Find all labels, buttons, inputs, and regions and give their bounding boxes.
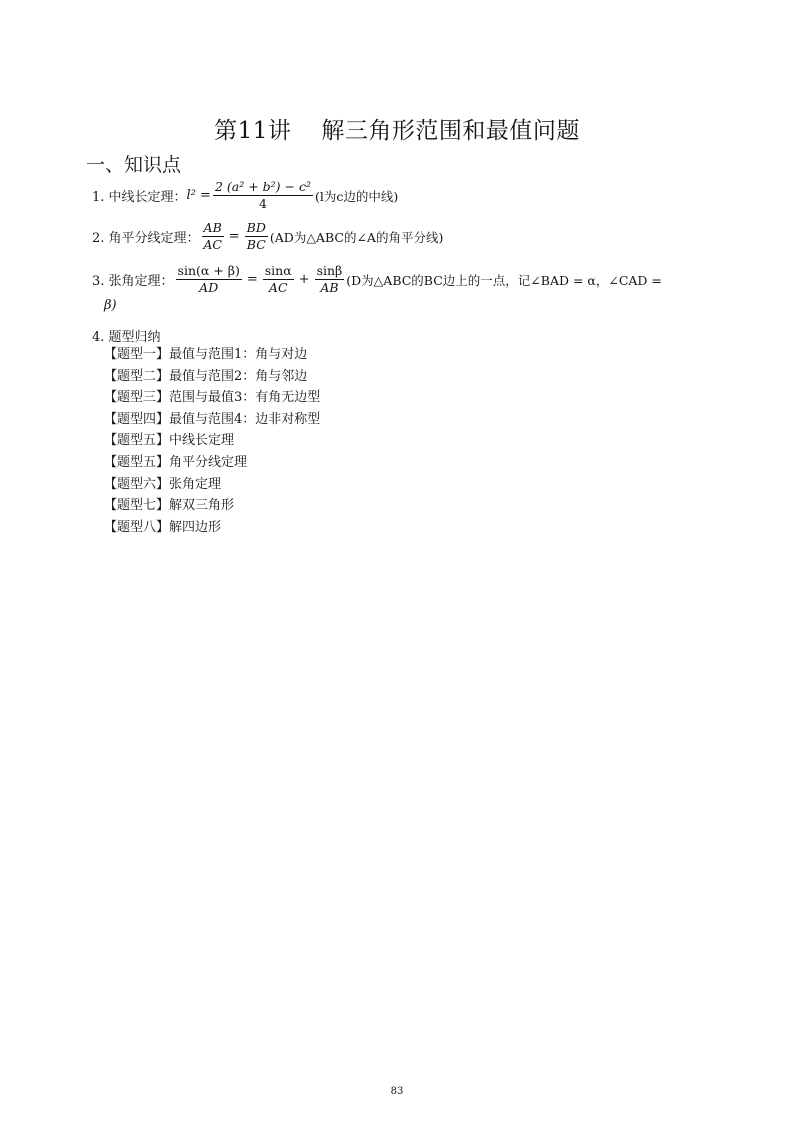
fraction-denominator: 4 (258, 196, 267, 211)
list-item: 【题型一】最值与范围1：角与对边 (104, 347, 308, 362)
list-item: 【题型六】张角定理 (104, 476, 222, 492)
fraction-denominator: AD (199, 280, 219, 295)
list-item: 【题型二】最值与范围2：角与邻边 (104, 368, 308, 384)
fraction-denominator: AC (268, 280, 288, 295)
sin-sum-fraction (176, 264, 242, 295)
knowledge-item-types: 4. 题型归纳 (92, 330, 161, 345)
bd-bc-fraction (245, 221, 268, 252)
page-number: 83 (390, 1086, 404, 1097)
fraction-numerator: sin(α + β) (177, 263, 240, 278)
fraction-denominator: BC (246, 237, 266, 252)
formula-note: (D为△ABC的BC边上的一点，记∠BAD = α，∠CAD = (346, 272, 662, 288)
item-label: 2. 角平分线定理： (92, 231, 200, 246)
fraction-numerator: BD (246, 220, 266, 235)
equals-sign: = (228, 229, 240, 244)
sin-beta-fraction (315, 264, 345, 295)
item-label: 1. 中线长定理： (92, 190, 187, 205)
fraction-numerator: sinα (264, 263, 292, 278)
fraction-denominator: AC (203, 237, 222, 252)
knowledge-item-median (92, 180, 398, 211)
formula-lhs: l² = (186, 188, 211, 203)
formula-note: (l为c边的中线) (314, 188, 399, 204)
list-item: 【题型五】角平分线定理 (104, 454, 248, 470)
ab-ac-fraction (202, 221, 224, 252)
fraction-numerator: sinβ (316, 263, 343, 278)
page-title (0, 112, 794, 145)
list-item: 【题型三】范围与最值3：有角无边型 (104, 390, 321, 406)
sin-alpha-fraction (263, 264, 294, 295)
section-heading: 一、知识点 (86, 154, 182, 176)
fraction-numerator: AB (203, 220, 222, 235)
median-fraction (213, 180, 313, 211)
fraction-denominator: AB (320, 280, 339, 295)
item-label: 3. 张角定理： (92, 274, 174, 289)
question-type-list (104, 344, 320, 538)
fraction-numerator: 2 (a² + b²) − c² (214, 179, 311, 194)
plus-sign: + (298, 272, 310, 287)
knowledge-item-angle (92, 264, 662, 295)
list-item: 【题型五】中线长定理 (104, 433, 235, 449)
lecture-topic: 解三角形范围和最值问题 (321, 118, 580, 144)
equals-sign: = (246, 272, 258, 287)
lecture-number: 第11讲 (214, 118, 292, 144)
list-item: 【题型七】解双三角形 (104, 498, 235, 514)
formula-note: (AD为△ABC的∠A的角平分线) (269, 229, 444, 245)
knowledge-item-bisector (92, 221, 443, 252)
list-item: 【题型八】解四边形 (104, 519, 222, 535)
list-item: 【题型四】最值与范围4：边非对称型 (104, 411, 321, 427)
formula-note-continuation: β) (104, 298, 117, 313)
